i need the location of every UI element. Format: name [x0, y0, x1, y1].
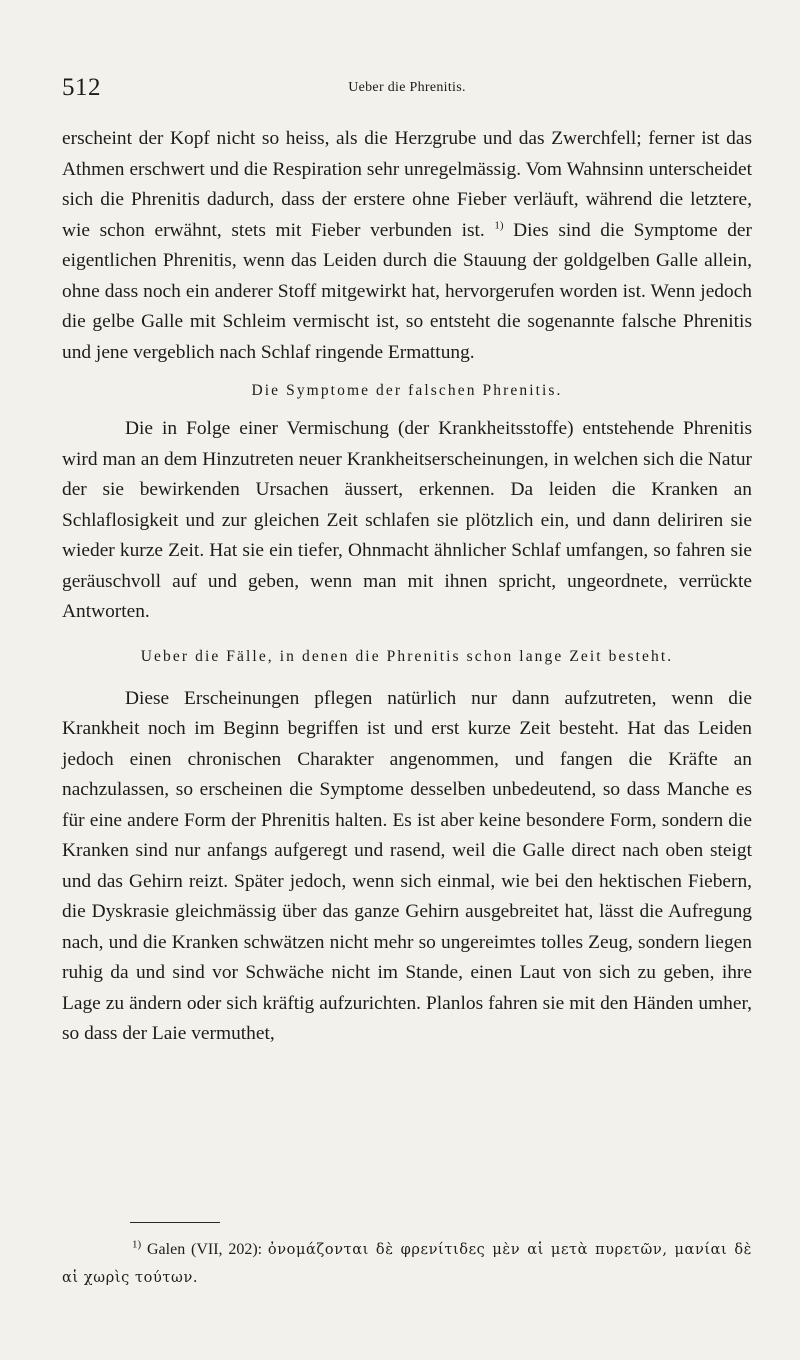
running-head: Ueber die Phrenitis.: [348, 80, 466, 95]
paragraph-1-text-a: erscheint der Kopf nicht so heiss, als die Herzgrube und das Zwerchfell; ferner ist das Athmen erschwert und die Respiration sehr unregelmässig. Vom Wahnsinn unterscheidet sich die Phrenitis dadurch, dass der erstere ohne Fieber verläuft, während die letztere, wie schon erwähnt, stets mit Fieber verbunden ist.: [62, 128, 752, 241]
section-heading-chronic-cases: Ueber die Fälle, in denen die Phrenitis schon lange Zeit besteht.: [140, 647, 674, 665]
paragraph-3: Diese Erscheinungen pflegen natürlich nur dann aufzutreten, wenn die Krankheit noch im Beginn begriffen ist und erst kurze Zeit besteht. Hat das Leiden jedoch einen chronischen Charakter angenommen, und fangen die Kräfte an nachzulassen, so erscheinen die Symptome desselben unbedeutend, so dass Manche es für eine andere Form der Phrenitis halten. Es ist aber keine besondere Form, sondern die Kranken sind nur anfangs aufgeregt und rasend, weil die Galle direct nach oben steigt und das Gehirn reizt. Später jedoch, wenn sich einmal, wie bei den hektischen Fiebern, die Dyskrasie gleichmässig über das ganze Gehirn ausgebreitet hat, lässt die Aufregung nach, und die Kranken schwätzen nicht mehr so ungereimtes tolles Zeug, sondern liegen ruhig da und sind vor Schwäche nicht im Stande, einen Laut von sich zu geben, ihre Lage zu ändern oder sich kräftig aufzurichten. Planlos fahren sie mit den Händen umher, so dass der Laie vermuthet,: [62, 687, 752, 1044]
paragraph-1: [62, 124, 752, 368]
footnote-reference: 1): [494, 219, 504, 232]
paragraph-1-text-b: Dies sind die Symptome der eigentlichen Phrenitis, wenn das Leiden durch die Stauung der goldgelben Galle allein, ohne dass noch ein anderer Stoff mitgewirkt hat, hervorgerufen worden ist. Wenn jedoch die gelbe Galle mit Schleim vermischt ist, so entsteht die sogenannte falsche Phrenitis und jene vergeblich nach Schlaf ringende Ermattung.: [62, 219, 752, 363]
page-header: [62, 72, 752, 112]
footnote-marker: 1): [132, 1238, 142, 1251]
paragraph-2: Die in Folge einer Vermischung (der Krankheitsstoffe) entstehende Phrenitis wird man an dem Hinzutreten neuer Krankheitserscheinungen, in welchen sich die Natur der sie bewirkenden Ursachen äussert, erkennen. Da leiden die Kranken an Schlaflosigkeit und zur gleichen Zeit schlafen sie plötzlich ein, und dann deliriren sie wieder kurze Zeit. Hat sie ein tiefer, Ohnmacht ähnlicher Schlaf umfangen, so fahren sie geräuschvoll auf und geben, wenn man mit ihnen spricht, ungeordnete, verrückte Antworten.: [62, 418, 752, 622]
section-heading-false-phrenitis: Die Symptome der falschen Phrenitis.: [251, 382, 563, 399]
page-number: 512: [62, 74, 101, 101]
footnote-citation: Galen (VII, 202):: [146, 1241, 263, 1258]
footnote-divider: [130, 1222, 220, 1223]
footnote: [62, 1236, 752, 1292]
main-text: [62, 124, 752, 1050]
footnote-greek-quote: ὀνομάζονται δὲ φρενίτιδες μὲν αἱ μετὰ πυρετῶν, μανίαι δὲ αἱ χωρὶς τούτων.: [62, 1242, 753, 1286]
